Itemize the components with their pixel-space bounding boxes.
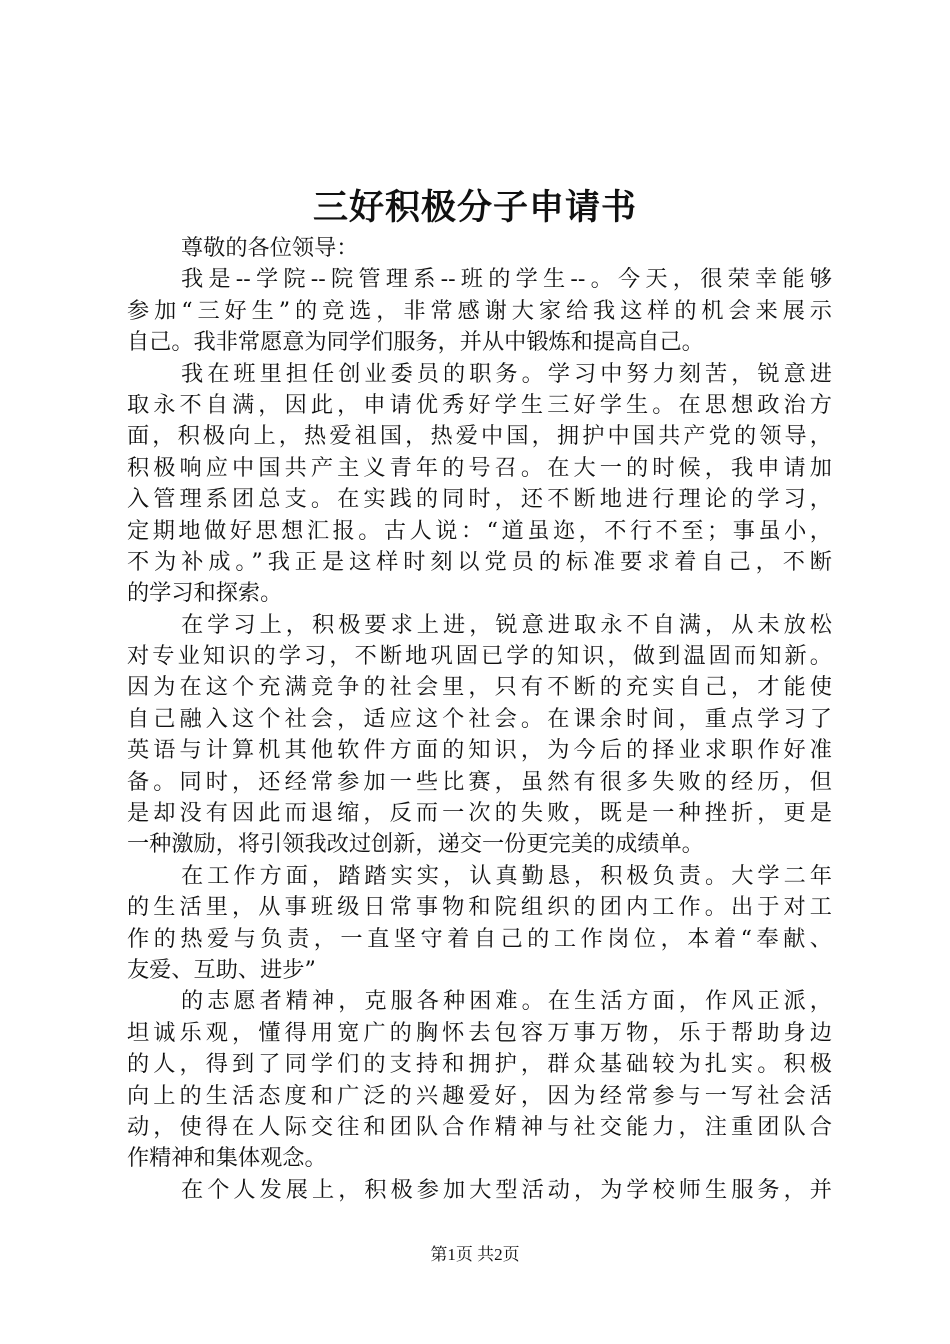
body-line: 友爱、互助、进步” bbox=[127, 956, 316, 983]
page-footer: 第1页 共2页 bbox=[430, 1245, 520, 1264]
body-line: 的人，得到了同学们的支持和拥护，群众基础较为扎实。积极 bbox=[127, 1051, 832, 1078]
body-line: 备。同时，还经常参加一些比赛，虽然有很多失败的经历，但 bbox=[127, 768, 832, 795]
body-line: 向上的生活态度和广泛的兴趣爱好，因为经常参与一写社会活 bbox=[127, 1082, 832, 1109]
body-line: 英语与计算机其他软件方面的知识，为今后的择业求职作好准 bbox=[127, 737, 832, 764]
body-line: 的学习和探索。 bbox=[127, 580, 283, 607]
document-title: 三好积极分子申请书 bbox=[312, 187, 637, 228]
body-line: 入管理系团总支。在实践的同时，还不断地进行理论的学习， bbox=[127, 486, 832, 513]
body-line: 作精神和集体观念。 bbox=[127, 1145, 327, 1172]
body-line: 不为补成。”我正是这样时刻以党员的标准要求着自己，不断 bbox=[127, 548, 832, 575]
body-line: 坦诚乐观，懂得用宽广的胸怀去包容万事万物，乐于帮助身边 bbox=[127, 1019, 832, 1046]
body-line: 在学习上，积极要求上进，锐意进取永不自满，从未放松 bbox=[181, 611, 832, 638]
body-line: 我是--学院--院管理系--班的学生--。今天，很荣幸能够 bbox=[181, 266, 832, 293]
salutation-line: 尊敬的各位领导： bbox=[181, 235, 359, 261]
body-line: 在个人发展上，积极参加大型活动，为学校师生服务，并 bbox=[181, 1176, 832, 1203]
body-line: 一种激励，将引领我改过创新，递交一份更完美的成绩单。 bbox=[127, 831, 704, 858]
body-line: 自己融入这个社会，适应这个社会。在课余时间，重点学习了 bbox=[127, 705, 832, 732]
document-body bbox=[127, 233, 832, 1206]
body-line: 面，积极向上，热爱祖国，热爱中国，拥护中国共产党的领导， bbox=[127, 423, 832, 450]
body-line: 参加“三好生”的竞选，非常感谢大家给我这样的机会来展示 bbox=[127, 297, 832, 324]
body-line: 的志愿者精神，克服各种困难。在生活方面，作风正派， bbox=[181, 988, 832, 1015]
body-line: 积极响应中国共产主义青年的号召。在大一的时候，我申请加 bbox=[127, 454, 832, 481]
body-line: 我在班里担任创业委员的职务。学习中努力刻苦，锐意进 bbox=[181, 360, 832, 387]
body-line: 取永不自满，因此，申请优秀好学生三好学生。在思想政治方 bbox=[127, 391, 832, 418]
body-line: 因为在这个充满竞争的社会里，只有不断的充实自己，才能使 bbox=[127, 674, 832, 701]
body-line: 对专业知识的学习，不断地巩固已学的知识，做到温固而知新。 bbox=[127, 643, 832, 670]
body-line: 的生活里，从事班级日常事物和院组织的团内工作。出于对工 bbox=[127, 894, 832, 921]
body-line: 在工作方面，踏踏实实，认真勤恳，积极负责。大学二年 bbox=[181, 862, 832, 889]
body-line: 是却没有因此而退缩，反而一次的失败，既是一种挫折，更是 bbox=[127, 800, 832, 827]
body-line: 自己。我非常愿意为同学们服务，并从中锻炼和提高自己。 bbox=[127, 329, 704, 356]
body-line: 定期地做好思想汇报。古人说：“道虽迩，不行不至；事虽小， bbox=[127, 517, 832, 544]
body-line: 动，使得在人际交往和团队合作精神与社交能力，注重团队合 bbox=[127, 1113, 832, 1140]
body-line: 作的热爱与负责，一直坚守着自己的工作岗位，本着“奉献、 bbox=[127, 925, 832, 952]
